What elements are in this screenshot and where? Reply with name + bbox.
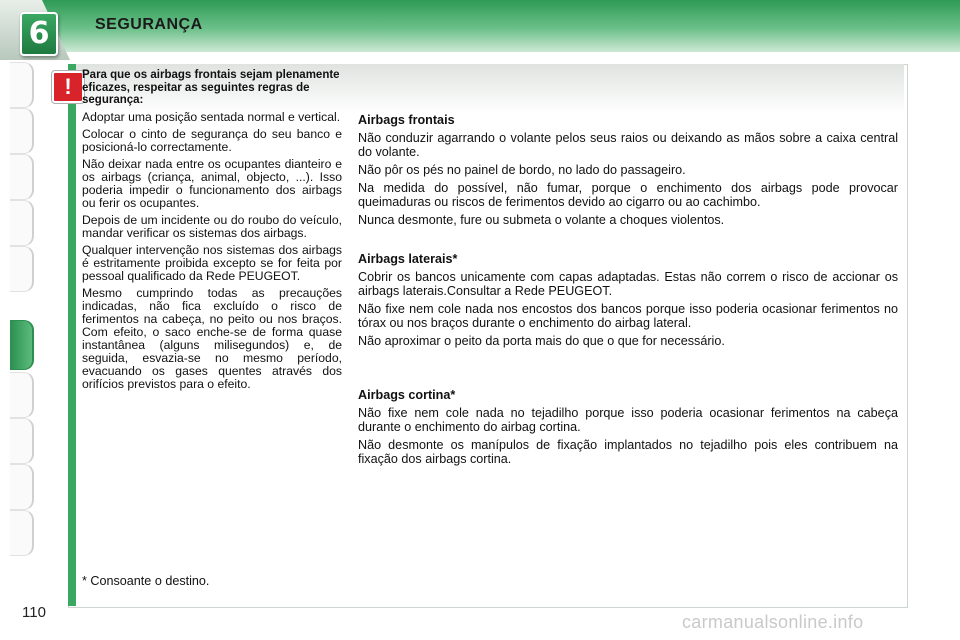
left-paragraph: Colocar o cinto de segurança do seu banco e posicioná-lo correctamente. <box>82 126 342 154</box>
side-tab[interactable] <box>10 418 34 464</box>
section-paragraph: Não conduzir agarrando o volante pelos seus raios ou deixando as mãos sobre a caixa central do volante. <box>358 131 898 159</box>
warning-icon: ! <box>52 71 84 103</box>
left-paragraph: Adoptar uma posição sentada normal e vertical. <box>82 109 341 124</box>
chapter-side-tabs <box>10 62 36 582</box>
section-paragraph: Não desmonte os manípulos de fixação implantados no tejadilho pois eles contribuem na fixação dos airbags cortina. <box>358 438 898 466</box>
section-paragraph: Nunca desmonte, fure ou submeta o volante a choques violentos. <box>358 213 725 227</box>
section-title: Airbags cortina* <box>358 388 456 402</box>
side-tab[interactable] <box>10 154 34 200</box>
section-paragraph: Não aproximar o peito da porta mais do que o que for necessário. <box>358 334 725 348</box>
watermark: carmanualsonline.info <box>682 612 864 632</box>
section-airbags-laterais <box>358 252 898 388</box>
side-tab[interactable] <box>10 372 34 418</box>
left-paragraph: Mesmo cumprindo todas as precauções indicadas, não fica excluído o risco de ferimentos na cabeça, no peito ou nos braços. Com efeito, o saco enche-se de forma quase instantânea (alguns milisegundos) e, de seguida, esvazia-se no mesmo período, evacuando os gases quentes através dos orifícios previstos para o efeito. <box>82 285 342 391</box>
panel-accent-bar <box>68 64 76 606</box>
side-tab[interactable] <box>10 108 34 154</box>
side-tab[interactable] <box>10 200 34 246</box>
section-paragraph: Não fixe nem cole nada nos encostos dos bancos porque isso poderia ocasionar ferimentos no tórax ou nos braços durante o enchimento do airbag lateral. <box>358 302 898 330</box>
intro-heading: Para que os airbags frontais sejam plenamente eficazes, respeitar as seguintes regras de segurança: <box>82 69 340 106</box>
section-paragraph: Não pôr os pés no painel de bordo, no lado do passageiro. <box>358 163 686 177</box>
footnote: * Consoante o destino. <box>82 574 210 588</box>
section-airbags-frontais <box>358 113 898 252</box>
section-paragraph: Na medida do possível, não fumar, porque o enchimento dos airbags pode provocar queimaduras ou riscos de ferimentos devido ao cigarro ou ao cachimbo. <box>358 181 898 209</box>
section-title: Airbags frontais <box>358 113 455 127</box>
left-paragraph: Não deixar nada entre os ocupantes dianteiro e os airbags (criança, animal, objecto, ...). Isso poderia impedir o funcionamento dos airbags ou ferir os ocupantes. <box>82 156 342 210</box>
side-tab[interactable] <box>10 62 34 108</box>
side-tab[interactable] <box>10 246 34 292</box>
side-tab-active[interactable] <box>10 320 34 370</box>
side-tab[interactable] <box>10 464 34 510</box>
section-paragraph: Cobrir os bancos unicamente com capas adaptadas. Estas não correm o risco de accionar os airbags laterais.Consultar a Rede PEUGEOT. <box>358 270 898 298</box>
left-paragraph: Qualquer intervenção nos sistemas dos airbags é estritamente proibida excepto se for feita por pessoal qualificado da Rede PEUGEOT. <box>82 242 342 283</box>
page-number: 110 <box>22 604 46 621</box>
section-title: Airbags laterais* <box>358 252 458 266</box>
chapter-number-badge: 6 <box>20 12 58 56</box>
right-column <box>358 113 898 470</box>
left-column <box>82 69 342 395</box>
chapter-title: SEGURANÇA <box>95 16 203 33</box>
section-paragraph: Não fixe nem cole nada no tejadilho porque isso poderia ocasionar ferimentos na cabeça durante o enchimento do airbag cortina. <box>358 406 898 434</box>
side-tab[interactable] <box>10 510 34 556</box>
left-paragraph: Depois de um incidente ou do roubo do veículo, mandar verificar os sistemas dos airbags. <box>82 212 342 240</box>
section-airbags-cortina <box>358 388 898 466</box>
